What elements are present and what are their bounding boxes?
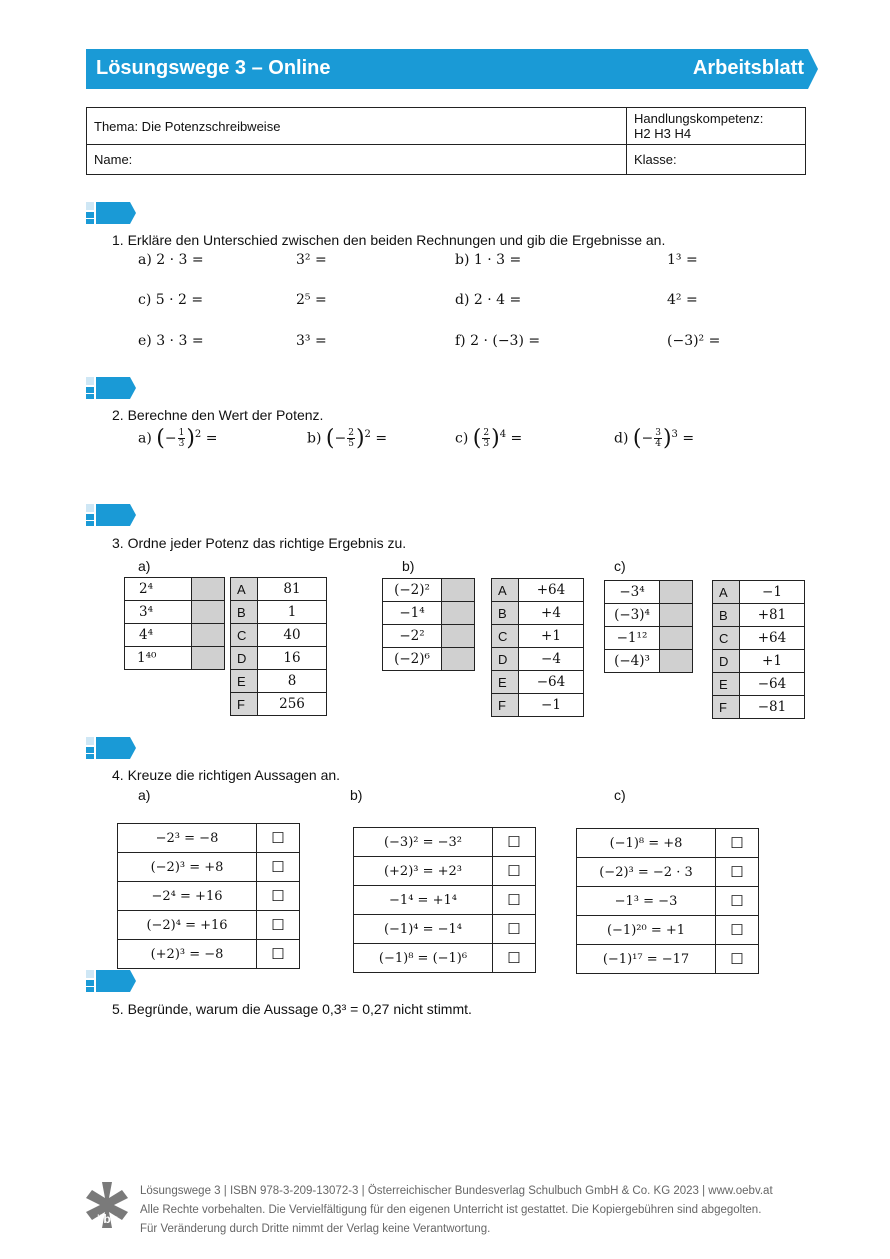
- answer-slot[interactable]: [660, 604, 693, 627]
- checkbox[interactable]: ☐: [257, 940, 300, 969]
- task1-item: d) 2 · 4 =: [455, 292, 522, 308]
- task1-item: 3³ =: [296, 333, 327, 349]
- task4c-table: (−1)⁸ = +8 ☐ (−2)³ = −2 · 3 ☐ −1³ = −3 ☐ (−1)²⁰ = +1 ☐ (−1)¹⁷ = −17 ☐: [576, 828, 759, 974]
- task1-item: 4² =: [667, 292, 698, 308]
- checkbox[interactable]: ☐: [716, 829, 759, 858]
- task3-label-c: c): [614, 558, 626, 574]
- answer-slot[interactable]: [442, 579, 475, 602]
- task1-item: e) 3 · 3 =: [138, 333, 204, 349]
- task4b-table: (−3)² = −3² ☐ (+2)³ = +2³ ☐ −1⁴ = +1⁴ ☐ (−1)⁴ = −1⁴ ☐ (−1)⁸ = (−1)⁶ ☐: [353, 827, 536, 973]
- task1-item: (−3)² =: [667, 333, 721, 349]
- checkbox[interactable]: ☐: [257, 824, 300, 853]
- answer-slot[interactable]: [660, 581, 693, 604]
- checkbox[interactable]: ☐: [716, 916, 759, 945]
- checkbox[interactable]: ☐: [257, 853, 300, 882]
- task-marker: [86, 970, 136, 992]
- task4-label-b: b): [350, 787, 363, 803]
- worksheet-title: Lösungswege 3 – Online: [96, 57, 331, 79]
- answer-slot[interactable]: [660, 650, 693, 673]
- task2-item-a: a) (− $\frac{1}{3}$ )$^2$ =: [138, 426, 218, 451]
- task1-instruction: 1. Erkläre den Unterschied zwischen den beiden Rechnungen und gib die Ergebnisse an.: [112, 232, 666, 248]
- task4a-table: −2³ = −8 ☐ (−2)³ = +8 ☐ −2⁴ = +16 ☐ (−2)⁴ = +16 ☐ (+2)³ = −8 ☐: [117, 823, 300, 969]
- task1-item: 3² =: [296, 252, 327, 268]
- task3a-results: A 81 B 1 C 40 D 16 E 8 F 256: [230, 577, 327, 716]
- checkbox[interactable]: ☐: [493, 915, 536, 944]
- name-field[interactable]: Name:: [87, 145, 627, 175]
- task4-instruction: 4. Kreuze die richtigen Aussagen an.: [112, 767, 341, 783]
- worksheet-type: Arbeitsblatt: [692, 57, 804, 79]
- task3-label-b: b): [402, 558, 415, 574]
- answer-slot[interactable]: [660, 627, 693, 650]
- checkbox[interactable]: ☐: [493, 886, 536, 915]
- answer-slot[interactable]: [192, 578, 225, 601]
- class-field[interactable]: Klasse:: [627, 145, 806, 175]
- answer-slot[interactable]: [192, 601, 225, 624]
- task3c-results: A −1 B +81 C +64 D +1 E −64 F −81: [712, 580, 805, 719]
- task4-label-a: a): [138, 787, 151, 803]
- task-marker: [86, 737, 136, 759]
- task1-item: b) 1 · 3 =: [455, 252, 522, 268]
- checkbox[interactable]: ☐: [493, 857, 536, 886]
- checkbox[interactable]: ☐: [257, 882, 300, 911]
- task2-item-b: b) (− $\frac{2}{5}$ )$^2$ =: [307, 426, 388, 451]
- task2-item-d: d) (− $\frac{3}{4}$ )$^3$ =: [614, 426, 695, 451]
- checkbox[interactable]: ☐: [257, 911, 300, 940]
- task3c-powers: −3⁴ (−3)⁴ −1¹² (−4)³: [604, 580, 693, 673]
- answer-slot[interactable]: [192, 647, 225, 670]
- info-table: [86, 107, 806, 175]
- answer-slot[interactable]: [192, 624, 225, 647]
- answer-slot[interactable]: [442, 625, 475, 648]
- task-marker: [86, 202, 136, 224]
- task3a-powers: 2⁴ 3⁴ 4⁴ 1⁴⁰: [124, 577, 225, 670]
- task2-item-c: c) ( $\frac{2}{3}$ )$^4$ =: [455, 426, 523, 451]
- task-marker: [86, 504, 136, 526]
- answer-slot[interactable]: [442, 602, 475, 625]
- topic-cell: Thema: Die Potenzschreibweise: [87, 108, 627, 145]
- competence-cell: Handlungskompetenz: H2 H3 H4: [627, 108, 806, 145]
- task3-label-a: a): [138, 558, 151, 574]
- checkbox[interactable]: ☐: [493, 944, 536, 973]
- task1-item: c) 5 · 2 =: [138, 292, 204, 308]
- task1-item: 2⁵ =: [296, 292, 327, 308]
- checkbox[interactable]: ☐: [716, 887, 759, 916]
- answer-slot[interactable]: [442, 648, 475, 671]
- checkbox[interactable]: ☐: [493, 828, 536, 857]
- oebv-logo: öbv: [82, 1180, 132, 1230]
- task3b-powers: (−2)² −1⁴ −2² (−2)⁶: [382, 578, 475, 671]
- task1-item: f) 2 · (−3) =: [455, 333, 541, 349]
- checkbox[interactable]: ☐: [716, 858, 759, 887]
- task1-item: 1³ =: [667, 252, 698, 268]
- checkbox[interactable]: ☐: [716, 945, 759, 974]
- task3-instruction: 3. Ordne jeder Potenz das richtige Ergebnis zu.: [112, 535, 407, 551]
- task2-instruction: 2. Berechne den Wert der Potenz.: [112, 407, 324, 423]
- header-banner: [86, 49, 808, 89]
- task4-label-c: c): [614, 787, 626, 803]
- task5-instruction: 5. Begründe, warum die Aussage 0,3³ = 0,27 nicht stimmt.: [112, 1001, 472, 1017]
- task-marker: [86, 377, 136, 399]
- task1-item: a) 2 · 3 =: [138, 252, 204, 268]
- footer-text: Lösungswege 3 | ISBN 978-3-209-13072-3 | Österreichischer Bundesverlag Schulbuch GmbH & Co. KG 2023 | www.oebv.at Alle Rechte vorbehalten. Die Vervielfältigung für den eigenen Unterricht ist gestattet. Die Kopiergebühren sind abgegolten. Für Veränderung durch Dritte nimmt der Verlag keine Verantwortung.: [140, 1185, 773, 1235]
- task3b-results: A +64 B +4 C +1 D −4 E −64 F −1: [491, 578, 584, 717]
